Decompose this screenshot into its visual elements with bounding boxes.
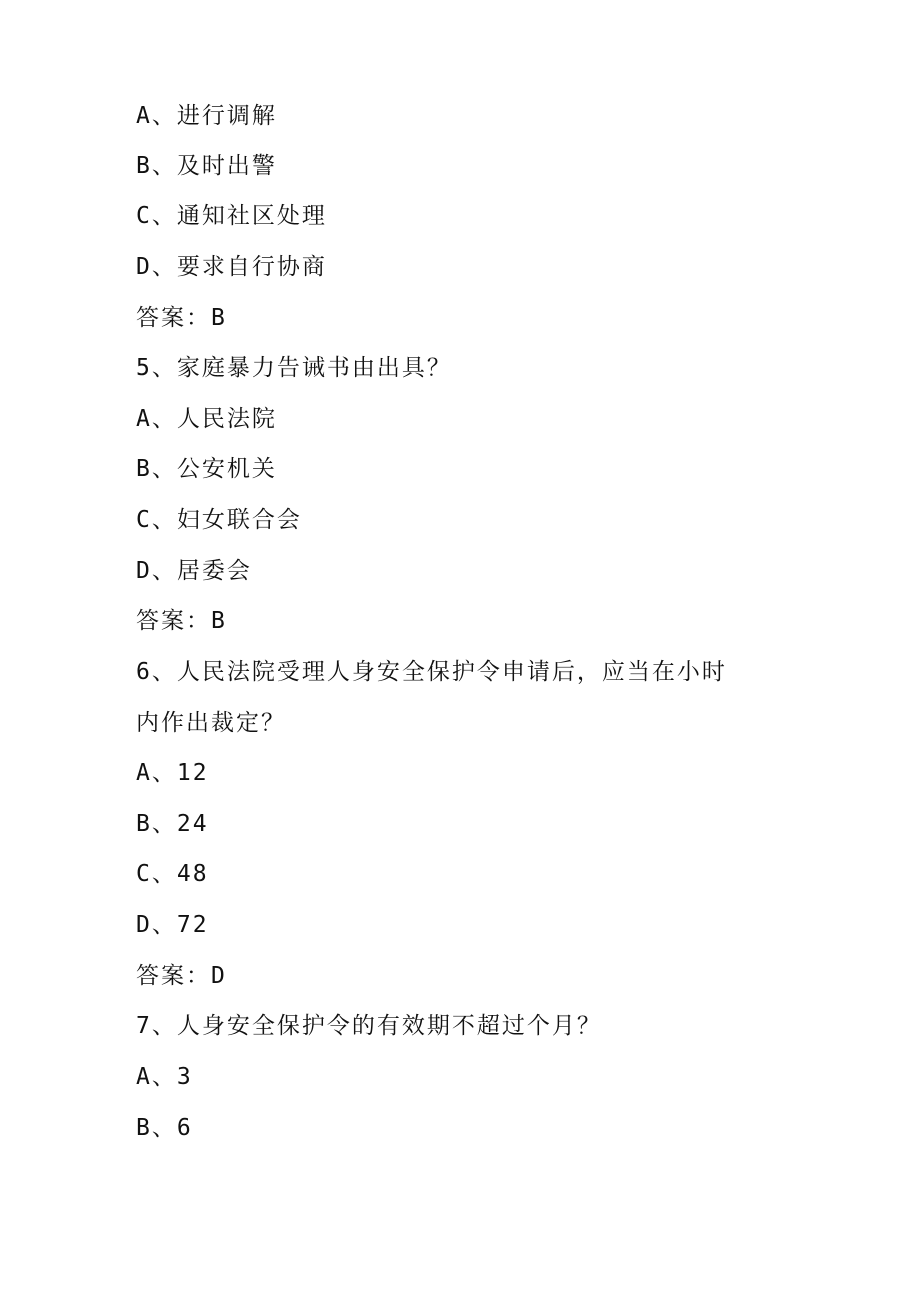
- option-a-q7: A、3: [136, 1064, 193, 1090]
- option-b-q7: B、6: [136, 1115, 193, 1141]
- question-6-line-2: 内作出裁定？: [136, 710, 286, 736]
- option-c-q5: C、妇女联合会: [136, 507, 302, 533]
- question-5: 5、家庭暴力告诫书由出具？: [136, 355, 452, 381]
- option-b-q5: B、公安机关: [136, 456, 277, 482]
- option-b-q6: B、24: [136, 811, 209, 837]
- option-c-q4: C、通知社区处理: [136, 203, 327, 229]
- option-d-q6: D、72: [136, 912, 209, 938]
- option-d-q5: D、居委会: [136, 558, 252, 584]
- option-c-q6: C、48: [136, 861, 209, 887]
- option-d-q4: D、要求自行协商: [136, 254, 327, 280]
- answer-q5: 答案：B: [136, 608, 227, 634]
- option-a-q4: A、进行调解: [136, 103, 277, 129]
- option-a-q5: A、人民法院: [136, 406, 277, 432]
- option-b-q4: B、及时出警: [136, 153, 277, 179]
- answer-q6: 答案：D: [136, 963, 227, 989]
- question-6-line-1: 6、人民法院受理人身安全保护令申请后，应当在小时: [136, 659, 727, 685]
- answer-q4: 答案：B: [136, 305, 227, 331]
- question-7: 7、人身安全保护令的有效期不超过个月？: [136, 1013, 602, 1039]
- option-a-q6: A、12: [136, 760, 209, 786]
